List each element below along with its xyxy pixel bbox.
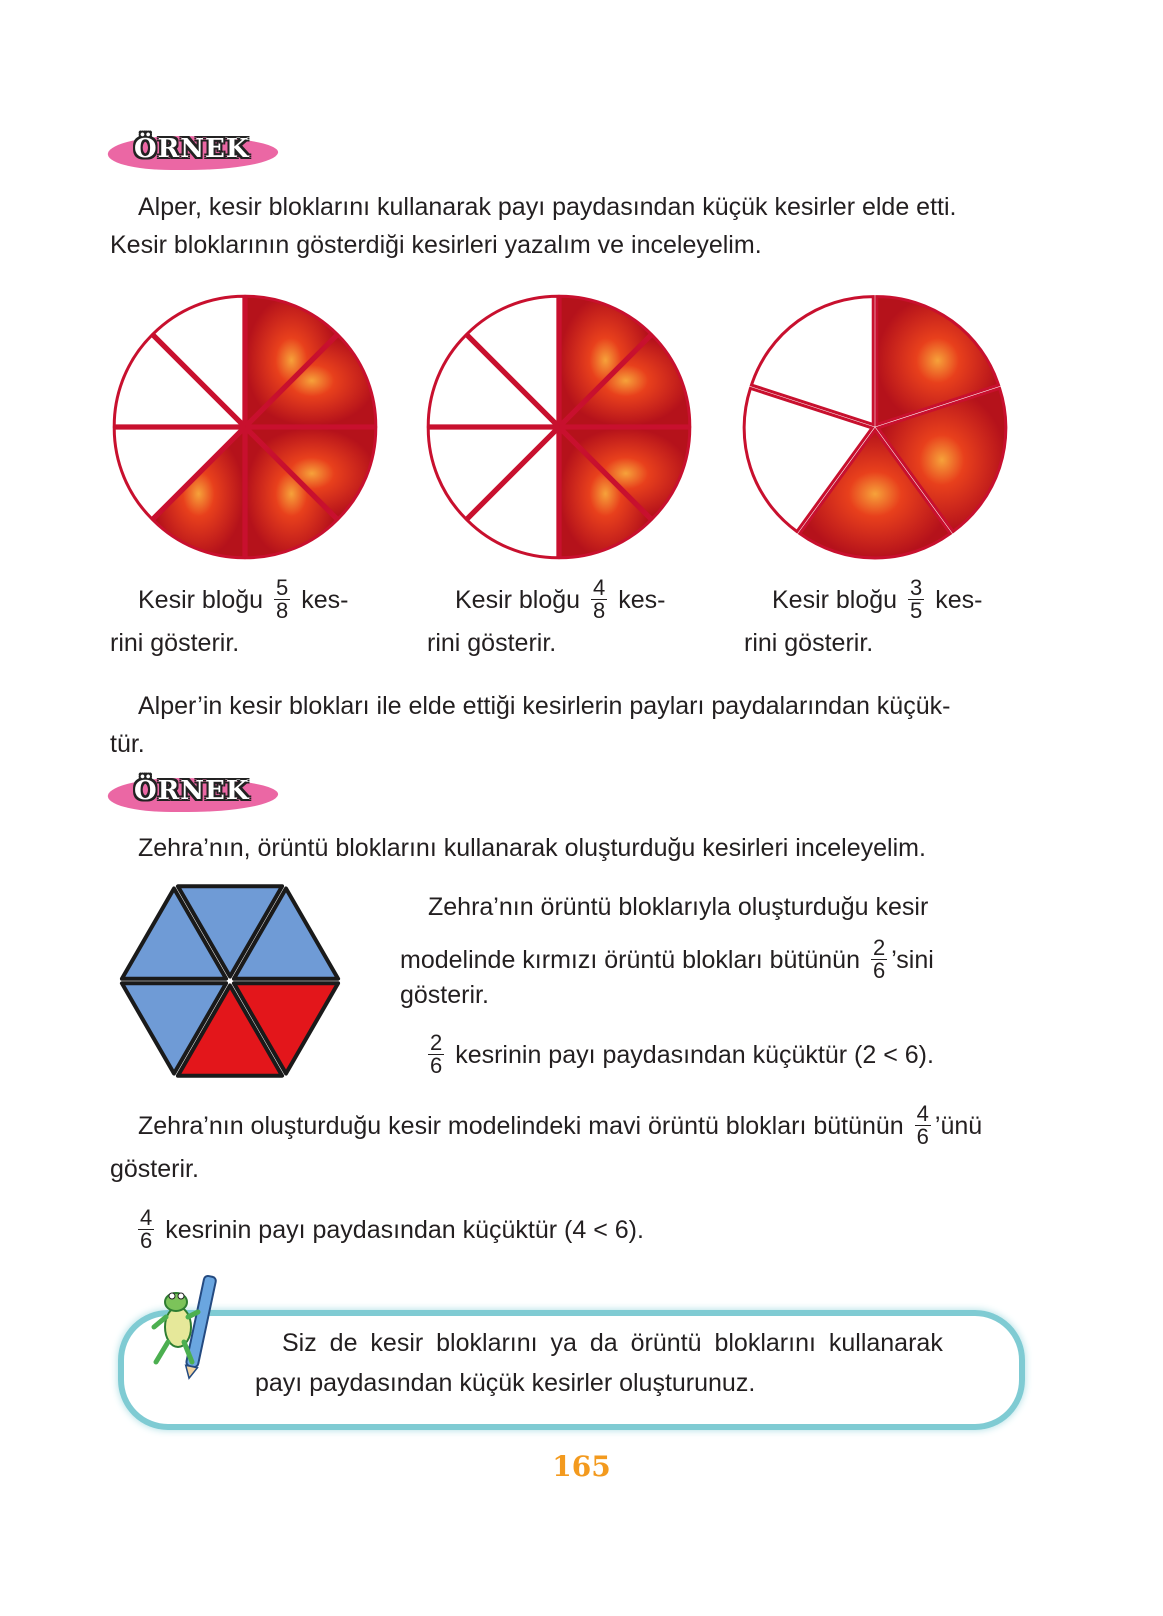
example-badge: ÖRNEK: [108, 772, 278, 816]
pie1-caption: Kesir bloğu $\frac{5}{8}$ kes-: [138, 575, 349, 623]
fraction-pie-3: [740, 292, 1010, 562]
example2-para1-line2: modelinde kırmızı örüntü blokları bütünün $\frac{2}{6}$ ’sini: [400, 935, 934, 983]
fraction: $\frac{3}{5}$: [910, 575, 923, 623]
example2-intro: Zehra’nın, örüntü bloklarını kullanarak oluşturduğu kesirleri inceleyelim.: [138, 834, 926, 862]
example1-conclusion-line1: Alper’in kesir blokları ile elde ettiği kesirlerin payları paydalarından küçük-: [138, 692, 951, 720]
example1-conclusion-line2: tür.: [110, 730, 145, 758]
fraction-pie-1: [110, 292, 380, 562]
fraction: $\frac{5}{8}$: [276, 575, 289, 623]
fraction: $\frac{4}{6}$: [916, 1101, 929, 1149]
pattern-block-hexagon: [112, 884, 348, 1084]
fraction: $\frac{4}{6}$: [140, 1205, 153, 1253]
example2-para4: $\frac{4}{6}$ kesrinin payı paydasından küçüktür (4 < 6).: [140, 1205, 644, 1253]
pie2-caption: Kesir bloğu $\frac{4}{8}$ kes-: [455, 575, 666, 623]
example1-intro-line1: Alper, kesir bloklarını kullanarak payı paydasından küçük kesirler elde etti.: [138, 193, 957, 221]
frog-with-pencil-icon: [148, 1272, 228, 1382]
pie1-caption-line2: rini gösterir.: [110, 629, 240, 657]
activity-line1: Siz de kesir bloklarını ya da örüntü bloklarını kullanarak: [282, 1329, 943, 1357]
example2-para3-line2: gösterir.: [110, 1155, 199, 1183]
activity-line2: payı paydasından küçük kesirler oluşturunuz.: [255, 1369, 756, 1397]
fraction-pie-2: [424, 292, 694, 562]
fraction: $\frac{2}{6}$: [430, 1030, 443, 1078]
page-number: 165: [552, 1450, 611, 1483]
example-badge: ÖRNEK: [108, 130, 278, 174]
example2-para2: $\frac{2}{6}$ kesrinin payı paydasından küçüktür (2 < 6).: [430, 1030, 934, 1078]
example2-para3-line1: Zehra’nın oluşturduğu kesir modelindeki mavi örüntü blokları bütünün $\frac{4}{6}$ ’ünü: [138, 1101, 983, 1149]
example2-para1-line3: gösterir.: [400, 981, 489, 1009]
pie3-caption: Kesir bloğu $\frac{3}{5}$ kes-: [772, 575, 983, 623]
fraction: $\frac{4}{8}$: [593, 575, 606, 623]
fraction: $\frac{2}{6}$: [872, 935, 886, 983]
pie2-caption-line2: rini gösterir.: [427, 629, 557, 657]
example1-intro-line2: Kesir bloklarının gösterdiği kesirleri yazalım ve inceleyelim.: [110, 231, 762, 259]
pie3-caption-line2: rini gösterir.: [744, 629, 874, 657]
example2-para1-line1: Zehra’nın örüntü bloklarıyla oluşturduğu kesir: [428, 893, 929, 921]
